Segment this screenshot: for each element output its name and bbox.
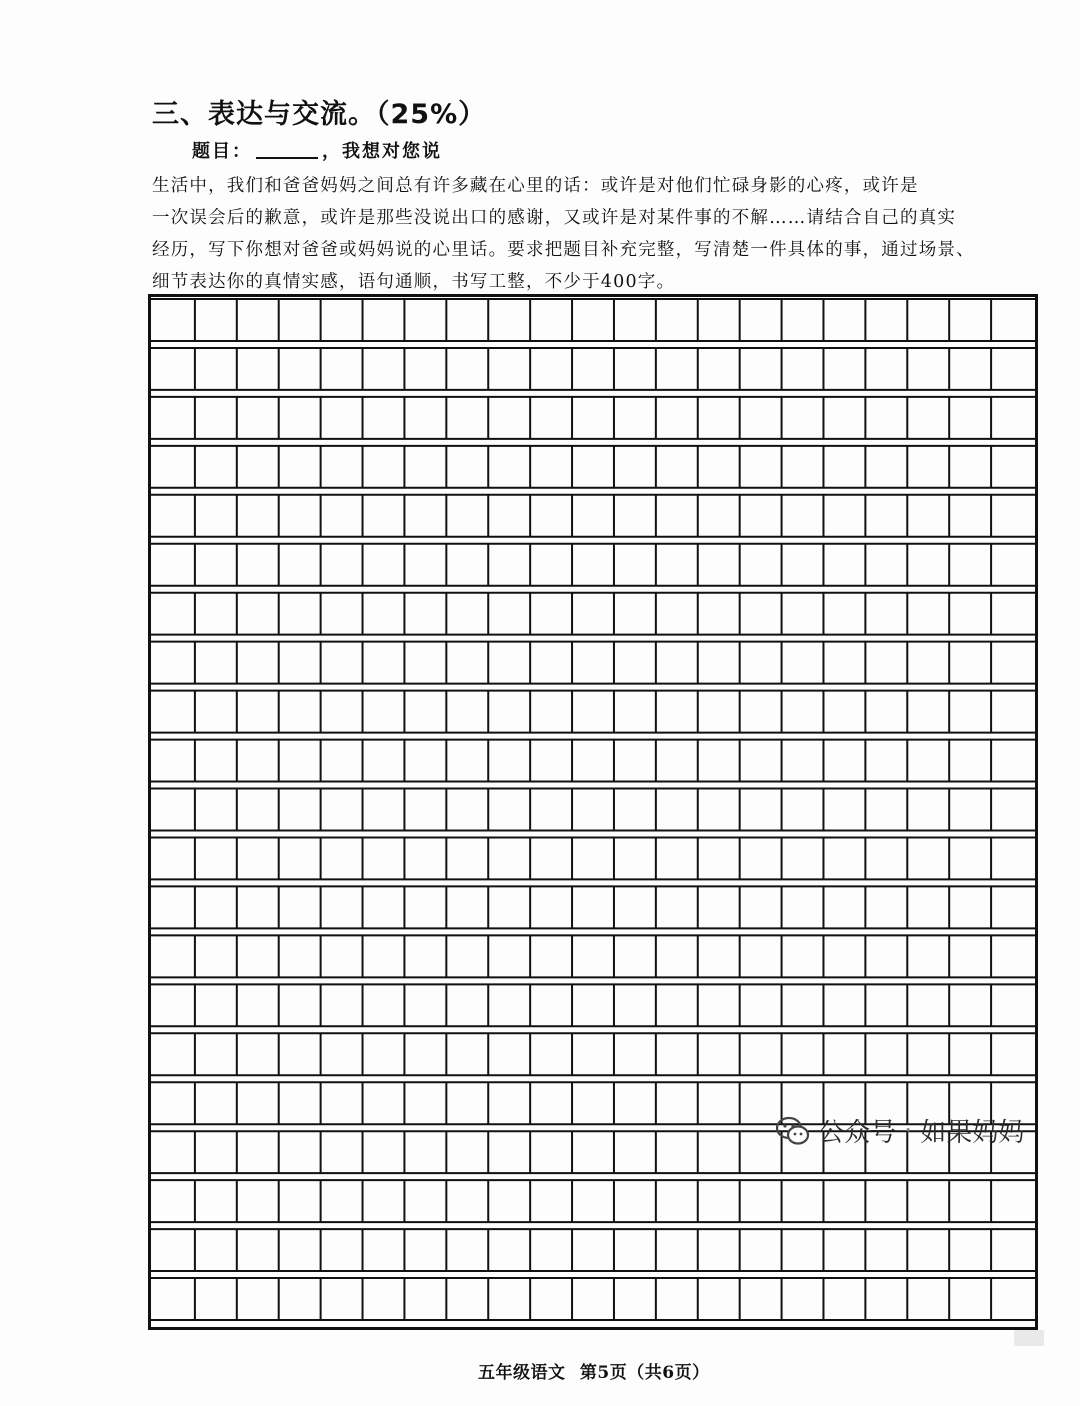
watermark-platform: 公众号	[818, 1118, 897, 1148]
essay-instructions	[152, 170, 1032, 298]
instruction-line: 细节表达你的真情实感，语句通顺，书写工整，不少于400字。	[152, 272, 676, 292]
footer-subject: 五年级语文	[478, 1363, 566, 1383]
grid-row	[151, 740, 1035, 782]
grid-row	[151, 446, 1035, 488]
grid-row	[151, 1180, 1035, 1222]
page-footer	[478, 1358, 718, 1383]
grid-row	[151, 935, 1035, 977]
writing-grid	[148, 294, 1038, 1330]
wechat-icon	[776, 1116, 810, 1146]
grid-row	[151, 544, 1035, 586]
topic-prefix: 题目：	[192, 141, 252, 162]
grid-row	[151, 495, 1035, 537]
grid-row	[151, 789, 1035, 831]
grid-row	[151, 299, 1035, 341]
grid-row	[151, 837, 1035, 879]
grid-row	[151, 691, 1035, 733]
grid-row	[151, 1033, 1035, 1075]
grid-row	[151, 1229, 1035, 1271]
grid-row	[151, 397, 1035, 439]
grid-row	[151, 984, 1035, 1026]
instruction-line: 经历，写下你想对爸爸或妈妈说的心里话。要求把题目补充完整，写清楚一件具体的事，通过场景、	[152, 240, 975, 260]
instruction-line: 一次误会后的歉意，或许是那些没说出口的感谢，又或许是对某件事的不解……请结合自己的真实	[152, 208, 957, 228]
watermark-account: 如果妈妈	[920, 1118, 1025, 1148]
watermark-separator: ·	[904, 1115, 913, 1146]
grid-row	[151, 593, 1035, 635]
essay-topic	[192, 137, 442, 163]
topic-blank	[256, 141, 318, 159]
grid-row	[151, 348, 1035, 390]
grid-row	[151, 642, 1035, 684]
topic-suffix: ，我想对您说	[322, 141, 442, 162]
instruction-line: 生活中，我们和爸爸妈妈之间总有许多藏在心里的话：或许是对他们忙碌身影的心疼，或许是	[152, 176, 919, 196]
section-title: 三、表达与交流。（25%）	[152, 99, 487, 130]
scan-artifact	[1014, 1330, 1044, 1346]
grid-row	[151, 1278, 1035, 1320]
grid-row	[151, 886, 1035, 928]
writing-grid-cells	[151, 297, 1035, 1327]
watermark	[776, 1112, 1024, 1149]
footer-page-number: 第5页（共6页）	[579, 1363, 710, 1383]
